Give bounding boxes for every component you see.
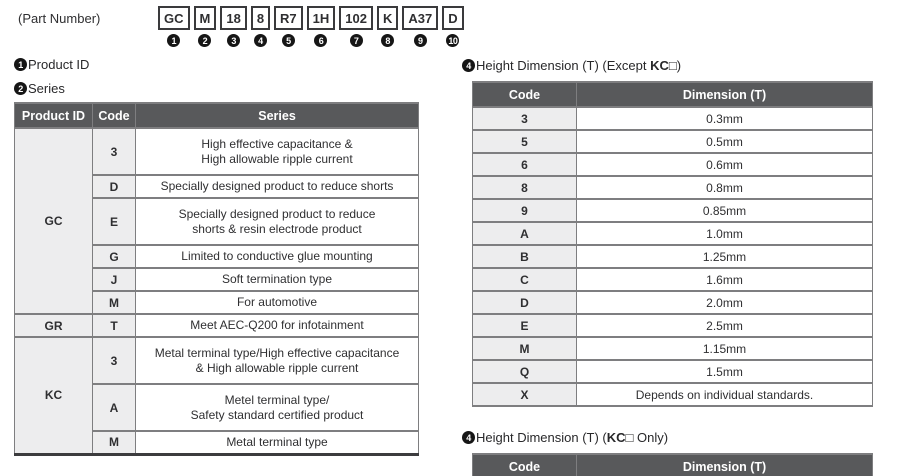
- series-text-line: Meet AEC-Q200 for infotainment: [190, 318, 364, 332]
- table-row: [473, 268, 873, 291]
- part-number-segment: [402, 6, 438, 47]
- part-number-segment: [251, 6, 270, 47]
- height-table-except-kc: [472, 81, 873, 407]
- circled-number-icon: 2: [14, 82, 27, 95]
- table-header-row: [473, 82, 873, 107]
- table-row: [473, 199, 873, 222]
- code-cell: D: [93, 175, 136, 198]
- table-header-cell: Dimension (T): [577, 82, 873, 107]
- part-number-segment: [274, 6, 303, 47]
- series-text-line: Metal terminal type/High effective capacitance: [154, 345, 400, 360]
- table-header-row: [15, 103, 419, 128]
- dimension-cell: 0.3mm: [577, 107, 873, 130]
- part-number-box: R7: [274, 6, 303, 30]
- part-number-segment: [307, 6, 336, 47]
- circled-number-icon: 4: [462, 431, 475, 444]
- table-row: [473, 314, 873, 337]
- table-header-cell: Code: [473, 454, 577, 476]
- code-cell: 5: [473, 130, 577, 153]
- series-cell: [136, 175, 419, 198]
- segment-index-badge: 6: [314, 34, 327, 47]
- dimension-cell: 0.8mm: [577, 176, 873, 199]
- table-row: [473, 383, 873, 406]
- part-number-boxes: [158, 6, 464, 47]
- part-number-box: 1H: [307, 6, 336, 30]
- series-cell: [136, 245, 419, 268]
- code-cell: 3: [473, 107, 577, 130]
- code-cell: G: [93, 245, 136, 268]
- part-number-box: K: [377, 6, 398, 30]
- part-number-box: D: [442, 6, 463, 30]
- segment-index-badge: 7: [350, 34, 363, 47]
- series-cell: [136, 198, 419, 245]
- code-cell: T: [93, 314, 136, 337]
- code-cell: M: [93, 291, 136, 314]
- circled-number-icon: 4: [462, 59, 475, 72]
- segment-index-badge: 10: [448, 35, 458, 46]
- product-id-cell: KC: [15, 337, 93, 454]
- segment-index-badge: 5: [282, 34, 295, 47]
- heading-text-bold: KC□: [606, 430, 634, 445]
- heading-text: ): [676, 58, 682, 73]
- series-cell: [136, 268, 419, 291]
- series-text-line: Specially designed product to reduce shorts: [160, 179, 394, 193]
- code-cell: M: [93, 431, 136, 454]
- part-number-box: 102: [339, 6, 373, 30]
- table-header-row: [473, 454, 873, 476]
- part-number-segment: [442, 6, 463, 47]
- series-text-line: High allowable ripple current: [201, 151, 353, 166]
- table-header-cell: Code: [473, 82, 577, 107]
- code-cell: 3: [93, 128, 136, 175]
- table-row: [473, 130, 873, 153]
- part-number-box: 8: [251, 6, 270, 30]
- part-number-box: A37: [402, 6, 438, 30]
- table-header-cell: Product ID: [15, 103, 93, 128]
- code-cell: D: [473, 291, 577, 314]
- heading-text-bold: KC□: [650, 58, 677, 73]
- heading-text: Series: [28, 81, 65, 96]
- series-text-line: For automotive: [236, 295, 318, 309]
- table-row: [15, 128, 419, 175]
- code-cell: E: [473, 314, 577, 337]
- segment-index-badge: 2: [198, 34, 211, 47]
- series-text-line: High effective capacitance &: [201, 136, 353, 151]
- part-number-box: GC: [158, 6, 190, 30]
- part-number-segment: [158, 6, 190, 47]
- table-row: [473, 153, 873, 176]
- series-cell: [136, 314, 419, 337]
- table-header-cell: Series: [136, 103, 419, 128]
- product-id-cell: GR: [15, 314, 93, 337]
- code-cell: B: [473, 245, 577, 268]
- table-row: [473, 291, 873, 314]
- series-cell: [136, 128, 419, 175]
- product-id-cell: GC: [15, 128, 93, 314]
- circled-number-icon: 1: [14, 58, 27, 71]
- dimension-cell: 1.25mm: [577, 245, 873, 268]
- heading-text: Only): [633, 430, 669, 445]
- table-row: [473, 176, 873, 199]
- dimension-cell: 2.0mm: [577, 291, 873, 314]
- series-text-line: Safety standard certified product: [190, 407, 364, 422]
- code-cell: M: [473, 337, 577, 360]
- section-heading-height-kc-only: [462, 430, 668, 445]
- series-text-line: Specially designed product to reduce: [178, 206, 376, 221]
- part-number-label: (Part Number): [18, 11, 101, 26]
- part-number-segment: [339, 6, 373, 47]
- table-row: [473, 360, 873, 383]
- table-row: [473, 245, 873, 268]
- dimension-cell: Depends on individual standards.: [577, 383, 873, 406]
- dimension-cell: 0.85mm: [577, 199, 873, 222]
- series-cell: [136, 291, 419, 314]
- dimension-cell: 1.6mm: [577, 268, 873, 291]
- segment-index-badge: 9: [414, 34, 427, 47]
- dimension-cell: 0.5mm: [577, 130, 873, 153]
- code-cell: J: [93, 268, 136, 291]
- part-number-box: 18: [220, 6, 246, 30]
- dimension-cell: 0.6mm: [577, 153, 873, 176]
- segment-index-badge: 8: [381, 34, 394, 47]
- series-text-line: Limited to conductive glue mounting: [181, 249, 373, 263]
- table-row: [15, 314, 419, 337]
- code-cell: 3: [93, 337, 136, 384]
- segment-index-badge: 1: [167, 34, 180, 47]
- table-header-cell: Dimension (T): [577, 454, 873, 476]
- series-text-line: & High allowable ripple current: [195, 360, 359, 375]
- code-cell: C: [473, 268, 577, 291]
- dimension-cell: 1.5mm: [577, 360, 873, 383]
- section-heading-series: [14, 81, 65, 96]
- heading-text: Height Dimension (T) (Except: [476, 58, 651, 73]
- part-number-box: M: [194, 6, 217, 30]
- series-text-line: Metel terminal type/: [224, 392, 330, 407]
- code-cell: E: [93, 198, 136, 245]
- heading-text: Height Dimension (T) (: [476, 430, 607, 445]
- part-number-segment: [377, 6, 398, 47]
- height-table-kc-only: [472, 453, 873, 476]
- series-cell: [136, 337, 419, 384]
- dimension-cell: 2.5mm: [577, 314, 873, 337]
- segment-index-badge: 4: [254, 34, 267, 47]
- code-cell: A: [473, 222, 577, 245]
- code-cell: Q: [473, 360, 577, 383]
- table-row: [15, 337, 419, 384]
- code-cell: 8: [473, 176, 577, 199]
- table-row: [473, 107, 873, 130]
- series-text-line: Metal terminal type: [226, 434, 328, 449]
- section-heading-height-except-kc: [462, 58, 681, 73]
- part-number-segment: [220, 6, 246, 47]
- section-heading-product-id: [14, 57, 89, 72]
- table-row: [473, 337, 873, 360]
- code-cell: 6: [473, 153, 577, 176]
- code-cell: 9: [473, 199, 577, 222]
- dimension-cell: 1.15mm: [577, 337, 873, 360]
- dimension-cell: 1.0mm: [577, 222, 873, 245]
- heading-text: Product ID: [28, 57, 90, 72]
- series-table: [14, 102, 419, 456]
- table-header-cell: Code: [93, 103, 136, 128]
- segment-index-badge: 3: [227, 34, 240, 47]
- series-text-line: shorts & resin electrode product: [192, 221, 362, 236]
- code-cell: A: [93, 384, 136, 431]
- part-number-segment: [194, 6, 217, 47]
- series-cell: [136, 384, 419, 431]
- table-row: [473, 222, 873, 245]
- series-cell: [136, 431, 419, 454]
- series-text-line: Soft termination type: [221, 272, 333, 286]
- code-cell: X: [473, 383, 577, 406]
